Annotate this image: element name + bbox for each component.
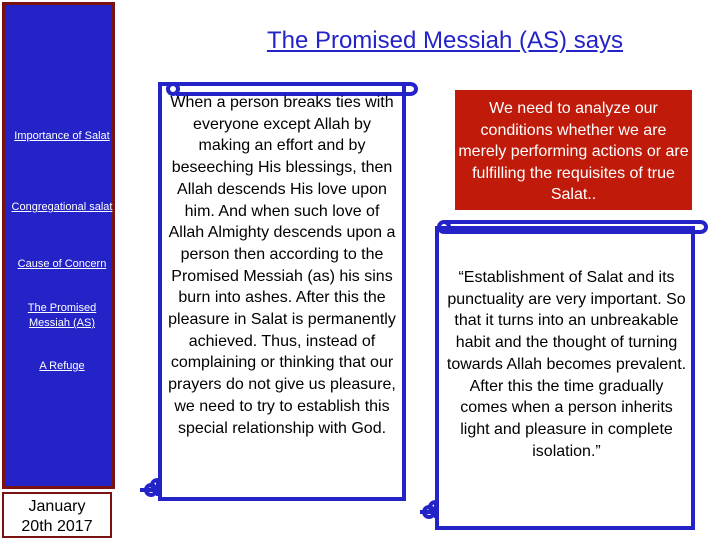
- slide-title: The Promised Messiah (AS) says: [266, 27, 624, 54]
- sidebar-item-importance-of-salat[interactable]: Importance of Salat: [14, 130, 110, 142]
- sidebar-item-cause-of-concern[interactable]: Cause of Concern: [17, 258, 107, 270]
- date-line-1: January: [28, 498, 86, 515]
- right-scroll-text: “Establishment of Salat and its punctuality are very important. So that it turns into an unbreakable habit and the thought of turning towards Allah becomes prevalent. After this the time gradually comes when a person inherits light and pleasure in complete isolation.”: [446, 269, 687, 460]
- left-scroll-text: When a person breaks ties with everyone except Allah by making an effort and by beseeching His blessings, then Allah descends His love upon him. And when such love of Allah Almighty descends upon a person then according to the Promised Messiah (as) his sins burn into ashes. After this the pleasure in Salat is permanently achieved. Thus, instead of complaining or thinking that our prayers do not give us pleasure, we need to try to establish this special relationship with God.: [168, 94, 396, 437]
- date-line-2: 20th 2017: [21, 518, 93, 535]
- sidebar-item-promised-messiah[interactable]: The Promised Messiah (AS): [27, 302, 97, 329]
- sidebar-item-congregational-salat[interactable]: Congregational salat: [11, 201, 113, 213]
- sidebar-item-a-refuge[interactable]: A Refuge: [39, 360, 85, 372]
- red-callout-text: We need to analyze our conditions whether we are merely performing actions or are fulfilling the requisites of true Salat..: [458, 100, 689, 203]
